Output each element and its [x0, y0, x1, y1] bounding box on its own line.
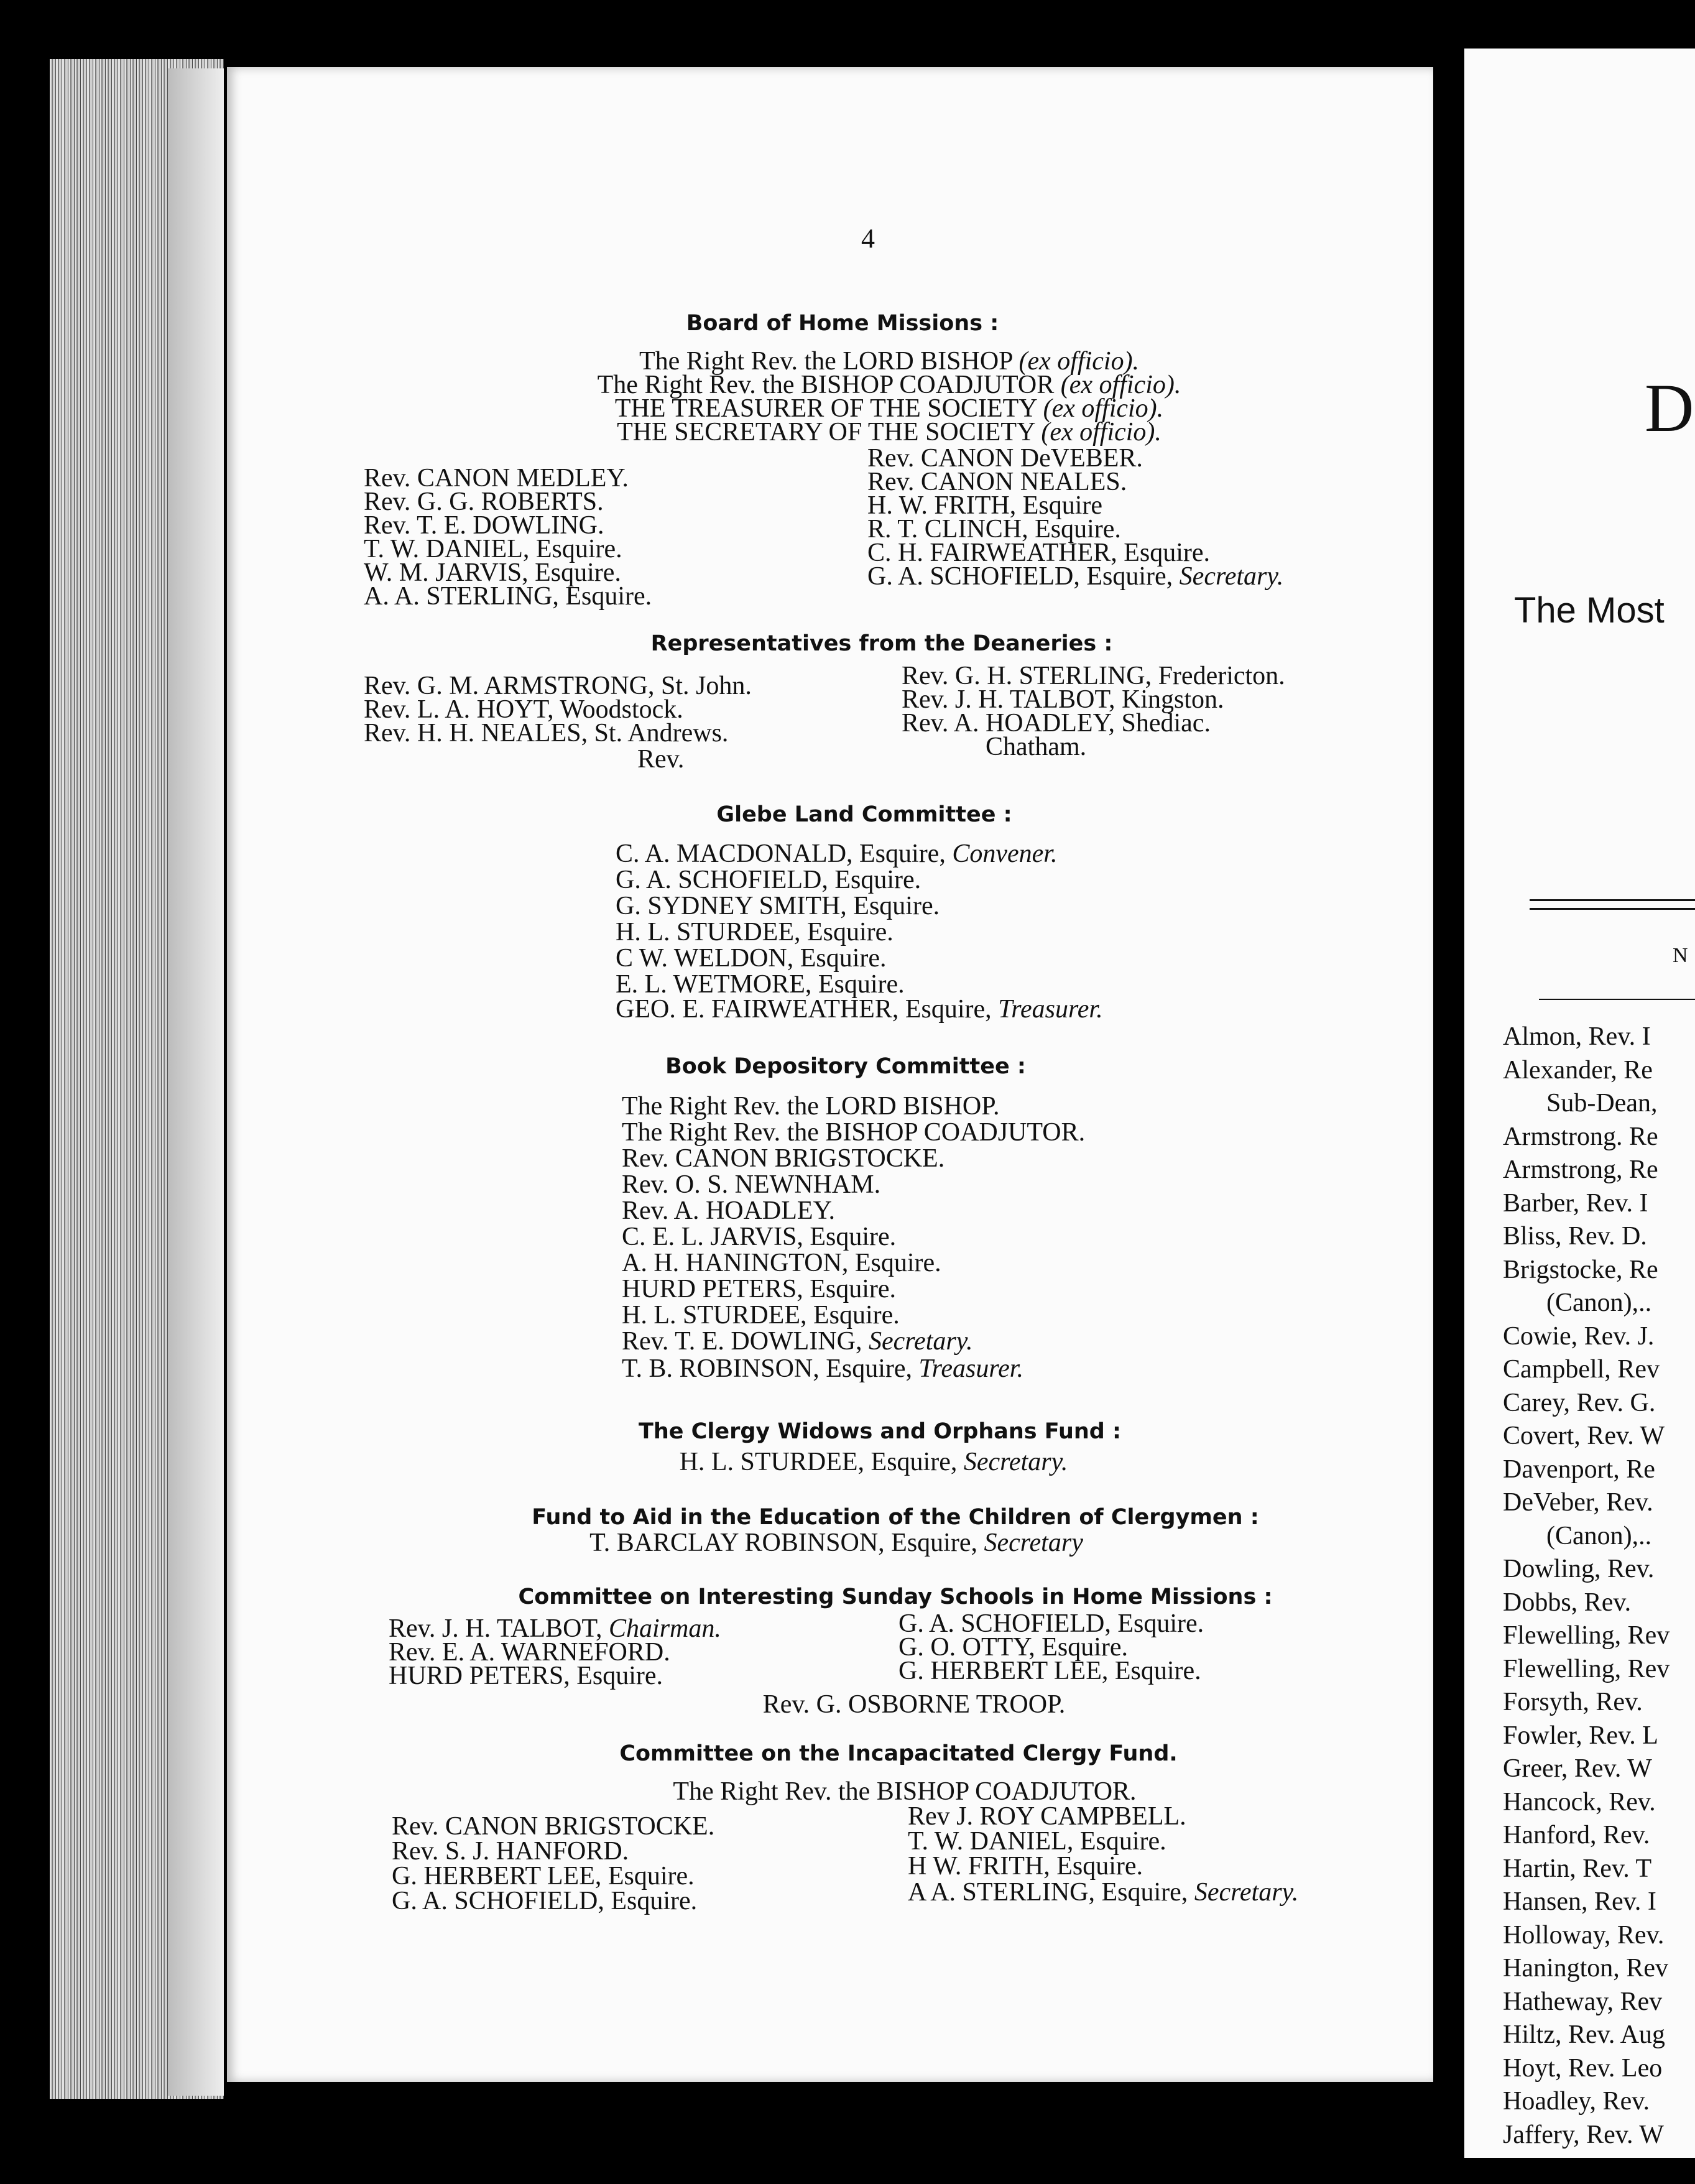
list-line: [622, 1224, 896, 1250]
right-column-item: R. T. CLINCH, Esquire.: [867, 515, 1121, 544]
list-line: [616, 919, 894, 945]
facing-page-name: Covert, Rev. W: [1503, 1422, 1665, 1450]
list-line-text: T. BARCLAY ROBINSON, Esquire,: [589, 1529, 977, 1557]
center-line-text: THE TREASURER OF THE SOCIETY: [614, 394, 1037, 423]
center-line-note: (ex officio).: [1060, 371, 1181, 399]
right-column-item: Rev. J. H. TALBOT, Kingston.: [902, 685, 1224, 714]
double-rule-top: [1530, 899, 1695, 901]
center-line: The Right Rev. the BISHOP COADJUTOR.: [673, 1777, 1137, 1806]
list-line-text: H. L. STURDEE, Esquire,: [679, 1448, 958, 1476]
facing-page-name: Fowler, Rev. L: [1503, 1721, 1658, 1750]
center-line-note: (ex officio).: [1041, 418, 1162, 447]
section-heading: Glebe Land Committee :: [716, 802, 1012, 827]
right-column-item: C. H. FAIRWEATHER, Esquire.: [867, 539, 1211, 567]
list-line-text: T. B. ROBINSON, Esquire,: [622, 1354, 913, 1383]
list-line: [252, 1449, 1495, 1475]
left-column-note: Chairman.: [609, 1614, 721, 1643]
list-line-text: H. L. STURDEE, Esquire.: [622, 1301, 900, 1330]
list-line-note: Secretary.: [963, 1448, 1068, 1476]
list-line-text: H. L. STURDEE, Esquire.: [616, 918, 894, 946]
right-column-item: G. HERBERT LEE, Esquire.: [898, 1657, 1201, 1685]
right-column-note: Secretary.: [1194, 1878, 1299, 1907]
right-column-item: G. O. OTTY, Esquire.: [898, 1633, 1129, 1662]
left-column-item: G. HERBERT LEE, Esquire.: [392, 1862, 695, 1890]
facing-page-name: DeVeber, Rev.: [1503, 1488, 1653, 1517]
list-line: [616, 867, 921, 893]
list-line-text: Rev. T. E. DOWLING,: [622, 1327, 862, 1356]
list-line-note: Secretary: [984, 1529, 1083, 1557]
right-column-note: Secretary.: [1179, 562, 1284, 591]
extra-right-item: Chatham.: [986, 733, 1087, 761]
facing-page-name: Bliss, Rev. D.: [1503, 1222, 1647, 1251]
center-line-note: (ex officio).: [1018, 347, 1140, 376]
page-number: 4: [861, 223, 875, 254]
list-line: [622, 1093, 999, 1119]
facing-page-name: Davenport, Re: [1503, 1455, 1655, 1484]
list-line-note: Secretary.: [868, 1327, 973, 1356]
facing-page-big-letter: D: [1645, 370, 1694, 446]
right-column-item: T. W. DANIEL, Esquire.: [908, 1827, 1166, 1856]
list-line: [622, 1250, 941, 1276]
list-line: [622, 1198, 835, 1224]
right-column-item: Rev. CANON DeVEBER.: [867, 444, 1143, 473]
list-line-text: A. H. HANINGTON, Esquire.: [622, 1249, 941, 1277]
list-line-text: G. A. SCHOFIELD, Esquire.: [616, 866, 921, 894]
facing-page-name: Hartin, Rev. T: [1503, 1854, 1652, 1883]
list-line-text: Rev. A. HOADLEY.: [622, 1196, 835, 1225]
list-line: [622, 1172, 880, 1198]
section-heading: Board of Home Missions :: [686, 311, 999, 336]
center-line-text: The Right Rev. the LORD BISHOP: [639, 347, 1012, 376]
list-line-note: Treasurer.: [918, 1354, 1023, 1383]
list-line: [616, 893, 940, 919]
center-line-text: THE SECRETARY OF THE SOCIETY: [617, 418, 1035, 447]
center-line: [267, 419, 1511, 445]
facing-page-name: Holloway, Rev.: [1503, 1920, 1665, 1950]
list-line: [616, 996, 1103, 1022]
left-column-item: Rev. E. A. WARNEFORD.: [389, 1638, 670, 1667]
facing-page-name: Hatheway, Rev: [1503, 1987, 1663, 2016]
list-line: [215, 1530, 1458, 1556]
left-column-item: Rev. CANON BRIGSTOCKE.: [392, 1812, 715, 1841]
book-gutter-shadow: [168, 68, 224, 2096]
list-line-text: GEO. E. FAIRWEATHER, Esquire,: [616, 995, 992, 1024]
facing-page-name: Hoadley, Rev.: [1503, 2087, 1650, 2116]
section-heading: The Clergy Widows and Orphans Fund :: [638, 1419, 1122, 1444]
facing-page-name: Flewelling, Rev: [1503, 1621, 1670, 1650]
left-column-item: Rev. H. H. NEALES, St. Andrews.: [364, 719, 729, 747]
right-column-item: H. W. FRITH, Esquire: [867, 491, 1102, 520]
facing-page-name: Sub-Dean,: [1546, 1089, 1658, 1117]
facing-page-name: Forsyth, Rev.: [1503, 1688, 1643, 1716]
facing-page-name: Hanford, Rev.: [1503, 1821, 1650, 1849]
list-line-text: C. A. MACDONALD, Esquire,: [616, 840, 946, 868]
left-column-item: Rev. J. H. TALBOT, Chairman.: [389, 1614, 721, 1643]
list-line-text: C. E. L. JARVIS, Esquire.: [622, 1223, 897, 1251]
list-line: [616, 841, 1057, 867]
list-line: [616, 971, 905, 997]
left-column-item: W. M. JARVIS, Esquire.: [364, 558, 621, 587]
facing-page-name: (Canon),..: [1546, 1521, 1652, 1550]
facing-page-name: Hanington, Rev: [1503, 1954, 1668, 1983]
list-line-text: G. SYDNEY SMITH, Esquire.: [616, 892, 940, 920]
right-column-item: A A. STERLING, Esquire, Secretary.: [908, 1878, 1299, 1907]
section-heading: Committee on Interesting Sunday Schools in Home Missions :: [518, 1585, 1273, 1609]
facing-page-name: Carey, Rev. G.: [1503, 1388, 1656, 1417]
facing-page-name: Armstrong. Re: [1503, 1122, 1658, 1151]
right-column-item: G. A. SCHOFIELD, Esquire.: [898, 1609, 1204, 1638]
center-line-text: The Right Rev. the BISHOP COADJUTOR: [597, 371, 1055, 399]
left-column-item: HURD PETERS, Esquire.: [389, 1662, 663, 1690]
list-line: [622, 1119, 1085, 1145]
left-column-item: T. W. DANIEL, Esquire.: [364, 535, 622, 563]
facing-page-name: Hansen, Rev. I: [1503, 1887, 1656, 1916]
list-line: [622, 1145, 944, 1172]
section-heading: Representatives from the Deaneries :: [650, 631, 1113, 656]
facing-page-name: Campbell, Rev: [1503, 1355, 1660, 1384]
list-line-text: Rev. CANON BRIGSTOCKE.: [622, 1144, 945, 1173]
left-column-item: Rev. S. J. HANFORD.: [392, 1837, 629, 1866]
center-line: Rev. G. OSBORNE TROOP.: [762, 1690, 1066, 1719]
double-rule-bottom: [1530, 908, 1695, 910]
facing-page-subtitle: The Most: [1514, 590, 1665, 631]
facing-page-column-letter: N: [1673, 944, 1688, 967]
right-column-item: Rev. CANON NEALES.: [867, 468, 1127, 496]
left-column-item: G. A. SCHOFIELD, Esquire.: [392, 1887, 698, 1915]
list-line-text: The Right Rev. the BISHOP COADJUTOR.: [622, 1118, 1086, 1147]
right-column-item: Rev J. ROY CAMPBELL.: [908, 1802, 1186, 1831]
list-line-text: The Right Rev. the LORD BISHOP.: [622, 1092, 1000, 1121]
facing-page: [1464, 49, 1695, 2158]
single-rule: [1539, 999, 1695, 1000]
facing-page-name: Hoyt, Rev. Leo: [1503, 2053, 1663, 2083]
facing-page-name: Armstrong, Re: [1503, 1155, 1658, 1184]
list-line: [616, 945, 887, 971]
facing-page-name: Alexander, Re: [1503, 1055, 1653, 1085]
right-column-item: Rev. A. HOADLEY, Shediac.: [902, 709, 1211, 738]
right-column-item: H W. FRITH, Esquire.: [908, 1852, 1143, 1881]
left-column-item: Rev. T. E. DOWLING.: [364, 511, 604, 540]
facing-page-name: Dobbs, Rev.: [1503, 1588, 1632, 1617]
list-line-note: Treasurer.: [998, 995, 1103, 1024]
list-line-text: HURD PETERS, Esquire.: [622, 1275, 896, 1303]
section-heading: Book Depository Committee :: [665, 1054, 1026, 1079]
facing-page-name: Hancock, Rev.: [1503, 1787, 1656, 1816]
right-column-item: G. A. SCHOFIELD, Esquire, Secretary.: [867, 562, 1284, 591]
left-column-item: Rev. G. M. ARMSTRONG, St. John.: [364, 672, 752, 700]
right-column-item: Rev. G. H. STERLING, Fredericton.: [902, 662, 1285, 690]
section-heading: Committee on the Incapacitated Clergy Fund.: [619, 1741, 1178, 1766]
facing-page-name: Brigstocke, Re: [1503, 1255, 1658, 1284]
facing-page-name: Greer, Rev. W: [1503, 1754, 1652, 1783]
facing-page-name: Flewelling, Rev: [1503, 1654, 1670, 1683]
facing-page-name: Jaffery, Rev. W: [1503, 2120, 1664, 2149]
list-line-text: E. L. WETMORE, Esquire.: [616, 970, 905, 999]
section-heading: Fund to Aid in the Education of the Children of Clergymen :: [532, 1505, 1259, 1530]
left-column-item: Rev. G. G. ROBERTS.: [364, 488, 604, 516]
list-line: [622, 1356, 1023, 1382]
list-line: [622, 1328, 973, 1354]
list-line-note: Convener.: [952, 840, 1058, 868]
facing-page-name: Hiltz, Rev. Aug: [1503, 2020, 1665, 2049]
facing-page-name: Almon, Rev. I: [1503, 1022, 1651, 1051]
extra-left-item: Rev.: [637, 745, 685, 774]
list-line-text: Rev. O. S. NEWNHAM.: [622, 1170, 881, 1199]
facing-page-name: Cowie, Rev. J.: [1503, 1321, 1655, 1351]
facing-page-name: (Canon),..: [1546, 1289, 1652, 1317]
left-column-item: Rev. L. A. HOYT, Woodstock.: [364, 695, 683, 724]
left-column-item: Rev. CANON MEDLEY.: [364, 464, 629, 493]
facing-page-name: Dowling, Rev.: [1503, 1555, 1655, 1583]
facing-page-name: Barber, Rev. I: [1503, 1188, 1648, 1218]
list-line: [622, 1276, 896, 1302]
center-line-note: (ex officio).: [1043, 394, 1164, 423]
left-column-item: A. A. STERLING, Esquire.: [364, 582, 652, 611]
list-line: [622, 1302, 900, 1328]
list-line-text: C W. WELDON, Esquire.: [616, 944, 887, 973]
